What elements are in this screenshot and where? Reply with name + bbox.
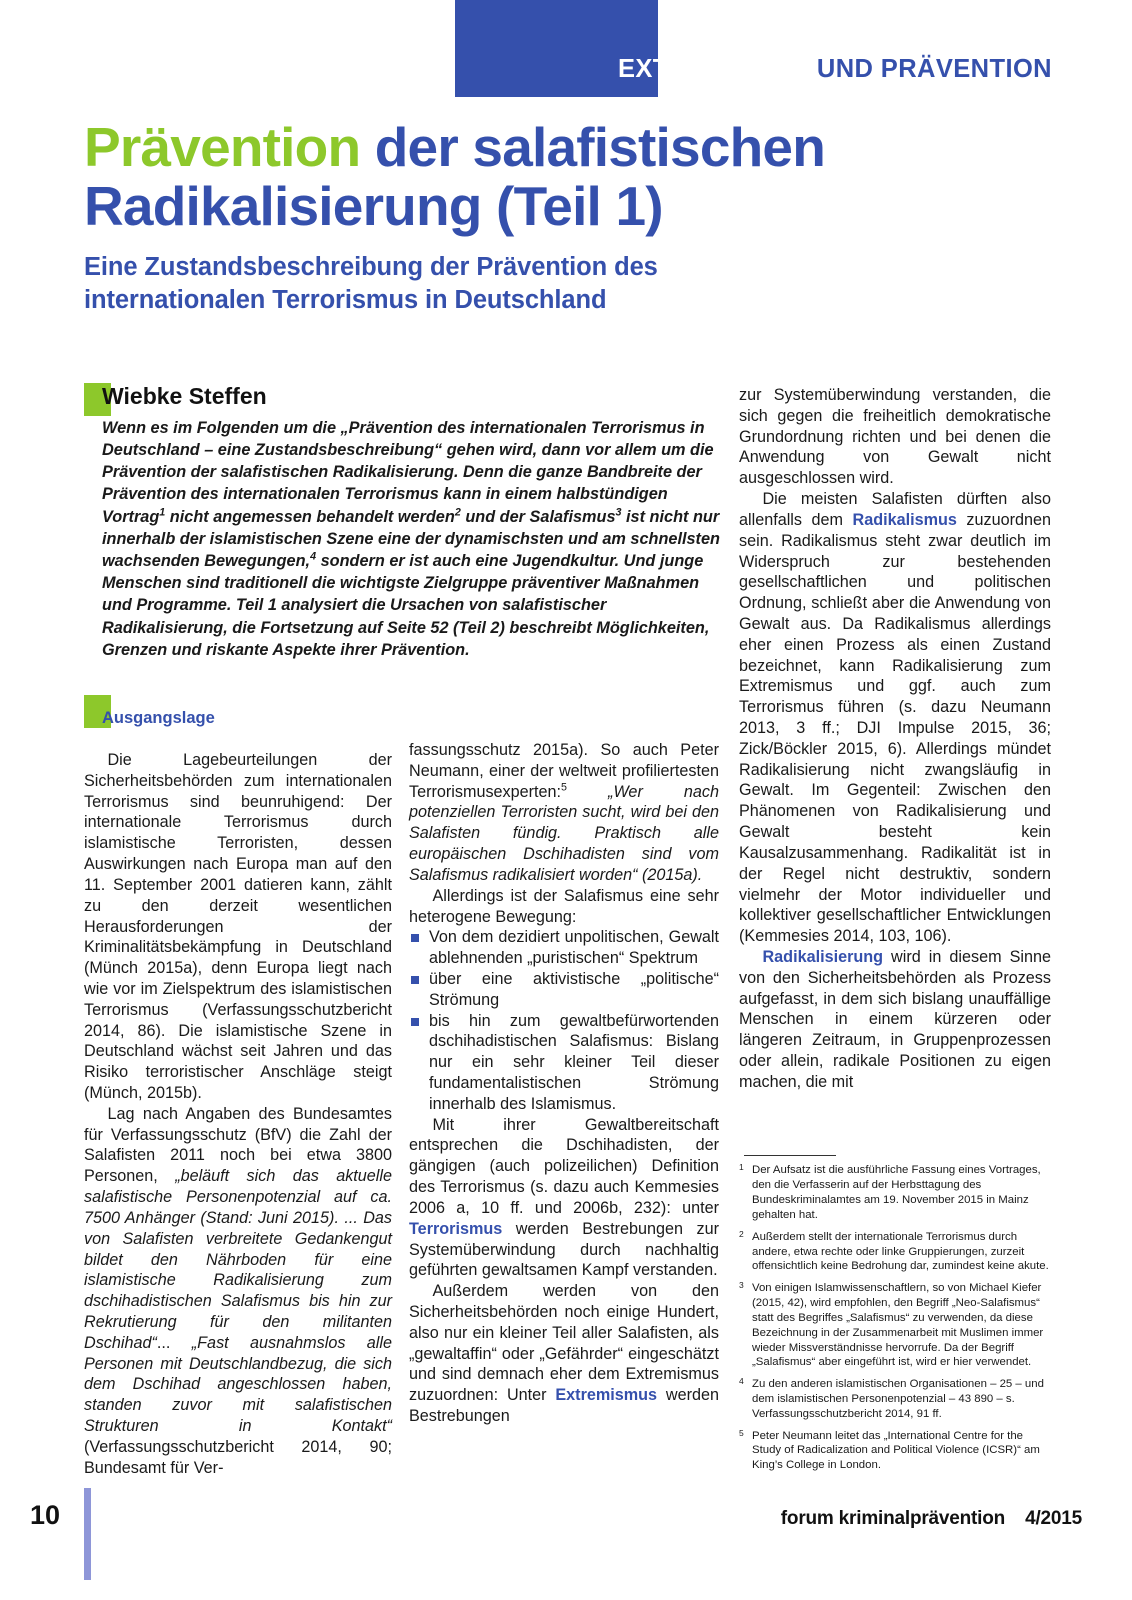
- footnote-item: [739, 1163, 1051, 1222]
- footnote-number: 5: [739, 1427, 744, 1438]
- title-line-2: Radikalisierung (Teil 1): [84, 175, 663, 238]
- footnote-ref-3[interactable]: 3: [615, 506, 622, 519]
- paragraph: [739, 489, 1051, 947]
- footnote-divider: [744, 1155, 836, 1156]
- footnote-text: Der Aufsatz ist die ausführliche Fassung eines Vortrages, den die Verfasserin auf der Herbsttagung des Bundeskriminalamtes am 19. November 2015 in Mainz gehalten hat.: [752, 1164, 1041, 1221]
- bullet-list: [409, 927, 719, 1114]
- article-abstract: [102, 417, 724, 662]
- footnote-ref-1[interactable]: 1: [159, 506, 166, 519]
- accent-term-extremismus: Extremismus: [555, 1386, 658, 1405]
- footnote-ref-5[interactable]: 5: [561, 781, 567, 794]
- footnote-number: 4: [739, 1376, 744, 1387]
- para-text: (Verfassungsschutzbericht 2014, 90; Bundesamt für Ver-: [84, 1437, 392, 1477]
- paragraph: Allerdings ist der Salafismus eine sehr heterogene Bewegung:: [409, 886, 719, 926]
- paragraph: [409, 1115, 719, 1282]
- quoted-text-italic: „Fast ausnahmslos alle Personen mit Deutschlandbezug, die sich dem Dschihad angeschlossen haben, standen zuvor mit salafistischen Strukturen in Kontakt“: [84, 1333, 392, 1435]
- para-text: werden Bestrebungen zur Systemüberwindung durch nachhaltig geführten gewaltsamen Kampf verstanden.: [409, 1219, 719, 1280]
- paragraph: [84, 1104, 392, 1479]
- abstract-part-a: Wenn es im Folgenden um die „Prävention des internationalen Terrorismus in Deutschland – eine Zustandsbeschreibung“ gehen wird, dann vor allem um die Prävention der salafistischen Radikalisierung. Denn die ganze Bandbreite der Prävention des internationalen Terrorismus kann in einem halbstündigen Vortrag: [102, 418, 714, 526]
- footnote-number: 1: [739, 1162, 744, 1173]
- section-heading: Ausgangslage: [102, 709, 215, 727]
- footnote-text: Von einigen Islamwissenschaftlern, so von Michael Kiefer (2015, 42), wird empfohlen, den Begriff „Neo-Salafismus“ statt des Begriffes „Salafismus“ zu verwenden, da diese Bezeichnung in der Zusammenarbeit mit Muslimen immer wieder Missverständnisse hervorrufe. Da der Begriff „Salafismus“ aber eingeführt ist, wird er hier verwendet.: [752, 1282, 1044, 1369]
- article-title-block: [84, 118, 1074, 318]
- paragraph: [409, 740, 719, 886]
- footnote-item: [739, 1230, 1051, 1274]
- quoted-text-italic: „beläuft sich das aktuelle salafistische Personenpotenzial auf ca. 7500 Anhänger (Stand: Juni 2015). ... Das von Salafisten verbreitete Gedankengut bildet den Nährboden für eine islamistische Radikalisierung zum dschihadistischen Salafismus bis hin zur Rekrutierung für den militanten Dschihad“: [84, 1167, 393, 1352]
- footer-accent-bar: [84, 1488, 91, 1580]
- article-subtitle: [84, 251, 1074, 318]
- footnote-ref-2[interactable]: 2: [454, 506, 461, 519]
- author-and-abstract: [84, 383, 724, 661]
- accent-term-radikalismus: Radikalismus: [852, 510, 957, 529]
- footnote-item: [739, 1281, 1051, 1370]
- header-rest-text: UND PRÄVENTION: [809, 55, 1052, 83]
- journal-issue: 4/2015: [1025, 1508, 1082, 1529]
- body-column-left: [84, 750, 392, 1478]
- abstract-part-e: sondern er ist auch eine Jugendkultur. Und junge Menschen sind traditionell die wichtigste Zielgruppe präventiver Maßnahmen und Programme. Teil 1 analysiert die Ursachen von salafistischer Radikalisierung, die Fortsetzung auf Seite 52 (Teil 2) beschreibt Möglichkeiten, Grenzen und riskante Aspekte ihrer Prävention.: [102, 552, 710, 659]
- footnote-number: 2: [739, 1228, 744, 1239]
- title-blue-part: der salafistischen: [360, 116, 825, 178]
- paragraph: [739, 947, 1051, 1093]
- page-title: [84, 118, 1074, 237]
- body-column-middle: [409, 740, 719, 1427]
- list-item: Von dem dezidiert unpolitischen, Gewalt ablehnenden „puristischen“ Spektrum: [409, 927, 719, 969]
- para-text: zuzuordnen sein. Radikalismus steht zwar deutlich im Widerspruch zur bestehenden gesellschaftlichen und politischen Ordnung, schließt aber die Anwendung von Gewalt aus. Da Radikalismus allerdings eher einen Prozess als einen Zustand bezeichnet, kann Radikalisierung zum Extremismus und ggf. auch zum Terrorismus führen (s. dazu Neumann 2013, 3 ff.; DJI Impulse 2015, 36; Zick/Böckler 2015, 6). Allerdings mündet Radikalisierung nicht zwangsläufig in Gewalt. Im Gegenteil: Zwischen den Phänomenen von Radikalisierung und Gewalt besteht kein Kausalzusammenhang. Radikalität ist in der Regel nicht destruktiv, sondern vielmehr der Motor individueller und kollektiver gesellschaftlicher Entwicklungen (Kemmesies 2014, 103, 106).: [739, 510, 1051, 946]
- paragraph: zur Systemüberwindung verstanden, die sich gegen die freiheitlich demokratische Grundordnung richten und bei denen die Anwendung von Gewalt nicht ausgeschlossen wird.: [739, 386, 1051, 488]
- quoted-text-italic: „Wer nach potenziellen Terroristen sucht, wird bei den Salafisten fündig. Praktisch alle europäischen Dschihadisten sind vom Salafismus radikalisiert worden“ (2015a).: [409, 782, 719, 884]
- footnote-item: [739, 1429, 1051, 1473]
- accent-term-radikalisierung: Radikalisierung: [762, 947, 884, 966]
- abstract-part-d: ist nicht nur innerhalb der islamistischen Szene eine der dynamischsten und am schnellsten wachsenden Bewegungen,: [102, 507, 720, 570]
- title-green-word: Prävention: [84, 116, 361, 178]
- abstract-part-b: nicht angemessen behandelt werden: [165, 507, 455, 526]
- abstract-part-c: und der Salafismus: [460, 507, 616, 526]
- para-text: wird in diesem Sinne von den Sicherheitsbehörden als Prozess aufgefasst, in dem sich bislang unauffällige Menschen in einem kürzeren oder längeren Zeitraum, in Gruppenprozessen oder allein, radikale Positionen zu eigen machen, die mit: [739, 947, 1051, 1091]
- author-name: Wiebke Steffen: [102, 383, 267, 409]
- journal-name: forum kriminalprävention: [780, 1508, 1006, 1529]
- para-text: ...: [156, 1333, 192, 1352]
- footer-journal-info: [781, 1508, 1082, 1530]
- accent-term-terrorismus: Terrorismus: [409, 1219, 503, 1238]
- header-running-title: [0, 55, 1052, 84]
- paragraph: Die Lagebeurteilungen der Sicherheitsbehörden zum internationalen Terrorismus sind beunruhigend: Der internationale Terrorismus durch islamistische Terroristen, dessen Auswirkungen nach Europa man auf den 11. September 2001 datieren kann, zählt zu den derzeit wesentlichen Herausforderungen der Kriminalitätsbekämpfung in Deutschland (Münch 2015a), denn Europa liegt nach wie vor im Zielspektrum des islamistischen Terrorismus (Verfassungsschutzbericht 2014, 86). Die islamistische Szene in Deutschland wächst seit Jahren und das Risiko terroristischer Anschläge steigt (Münch, 2015b).: [84, 751, 392, 1102]
- page-number: 10: [30, 1500, 61, 1530]
- body-column-right: [739, 385, 1051, 1093]
- footnote-number: 3: [739, 1280, 744, 1291]
- page-footer: [0, 1480, 1132, 1600]
- footnote-ref-4[interactable]: 4: [310, 550, 317, 563]
- subtitle-line-2: internationalen Terrorismus in Deutschland: [84, 286, 607, 315]
- para-text: fassungsschutz 2015a). So auch Peter Neumann, einer der weltweit profiliertesten Terrorismusexperten:: [409, 741, 719, 801]
- para-text: Lag nach Angaben des Bundesamtes für Verfassungsschutz (BfV) die Zahl der Salafisten 2011 noch bei etwa 3800 Personen,: [84, 1104, 392, 1186]
- para-text: Die meisten Salafisten dürften also allenfalls dem: [739, 490, 1051, 529]
- paragraph: [409, 1281, 719, 1427]
- header-highlight-text: EXTREMISMUS: [617, 55, 810, 83]
- footnotes-block: [739, 1155, 1051, 1480]
- subtitle-line-1: Eine Zustandsbeschreibung der Prävention des: [84, 252, 658, 281]
- footnote-text: Außerdem stellt der internationale Terrorismus durch andere, etwa rechte oder linke Gruppierungen, zurzeit offensichtlich keine Bedrohung dar, zumindest keine akute.: [752, 1230, 1049, 1273]
- para-text: Außerdem werden von den Sicherheitsbehörden noch einige Hundert, also nur ein kleiner Teil aller Salafisten, als „gewaltaffin“ oder „Gefährder“ eingeschätzt und sind demnach eher dem Extremismus zuzuordnen: Unter: [409, 1282, 719, 1405]
- para-text: werden Bestrebungen: [409, 1386, 719, 1425]
- footnote-text: Zu den anderen islamistischen Organisationen – 25 – und dem islamistischen Personenpotenzial – 43 890 – s. Verfassungsschutzbericht 2014, 91 ff.: [752, 1378, 1044, 1420]
- list-item: bis hin zum gewaltbefürwortenden dschihadistischen Salafismus: Bislang nur ein sehr kleiner Teil dieser fundamentalistischen Strömung innerhalb des Islamismus.: [409, 1011, 719, 1115]
- footnote-text: Peter Neumann leitet das „International Centre for the Study of Radicalization and Political Violence (ICSR)“ am King’s College in London.: [752, 1429, 1040, 1472]
- section-heading-block: [84, 695, 394, 737]
- list-item: über eine aktivistische „politische“ Strömung: [409, 969, 719, 1011]
- page-header: [0, 0, 1132, 104]
- footnote-item: [739, 1377, 1051, 1421]
- para-text: Mit ihrer Gewaltbereitschaft entsprechen die Dschihadisten, der gängigen (auch polizeilichen) Definition des Terrorismus (s. dazu auch Kemmesies 2006 a, 10 ff. und 2006b, 232): unter: [409, 1115, 719, 1217]
